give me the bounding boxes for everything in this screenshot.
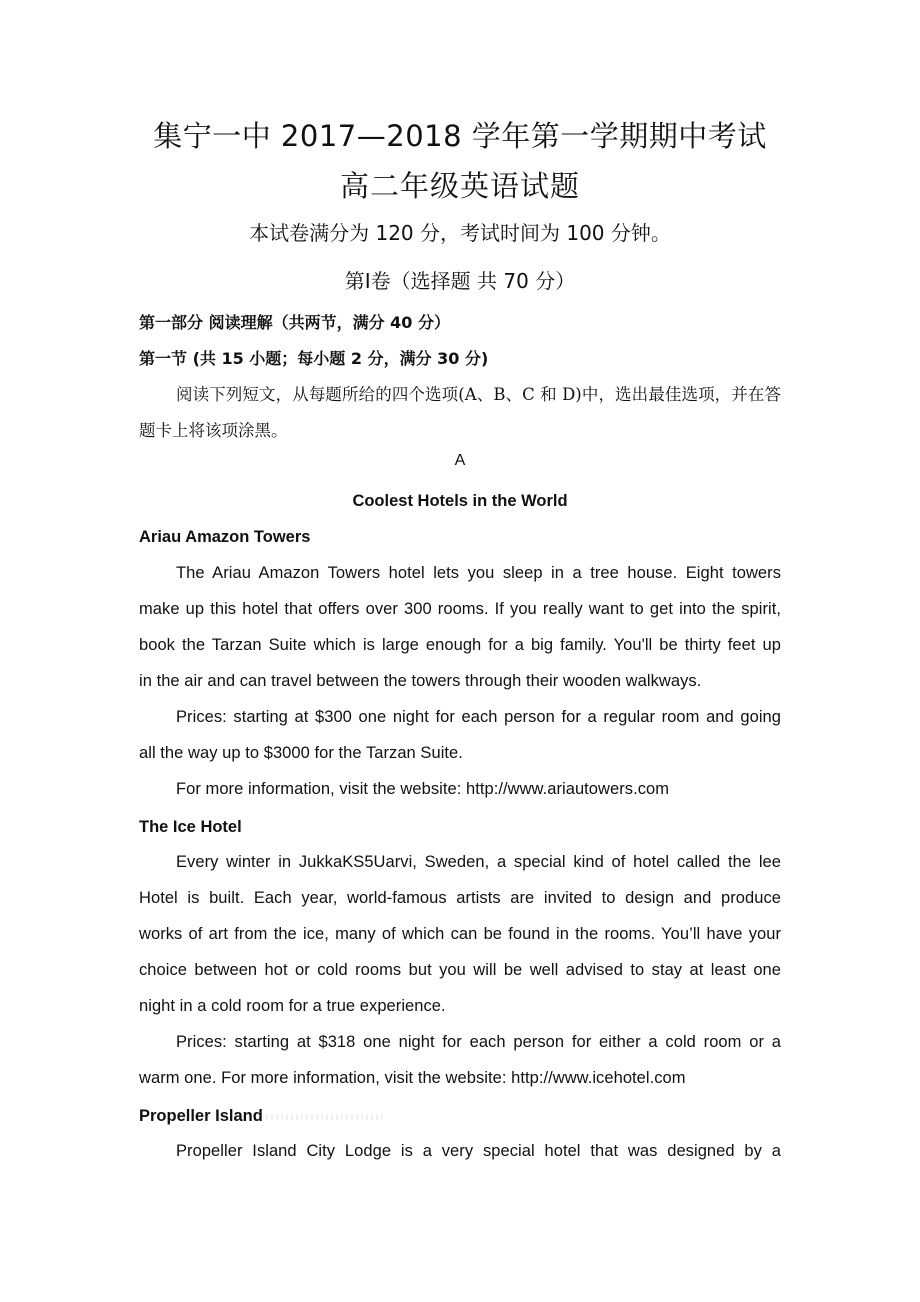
hotel-name-propeller-island: Propeller Island (139, 1107, 263, 1125)
scan-artifact (266, 1114, 384, 1120)
hotel-name-ice-hotel: The Ice Hotel (139, 818, 242, 836)
instructions: 阅读下列短文，从每题所给的四个选项(A、B、C 和 D)中，选出最佳选项，并在答题卡上将该项涂黑。 (139, 385, 781, 440)
text-line: night in a cold room for a true experience. (139, 997, 446, 1015)
part-heading: 第一部分 阅读理解（共两节，满分 40 分） (139, 313, 450, 332)
paragraph-ariau-description (139, 555, 781, 699)
text-line: Every winter in JukkaKS5Uarvi, Sweden, a special kind of hotel called the lee (176, 853, 781, 871)
passage-letter: A (454, 452, 466, 469)
text-line: Prices: starting at $300 one night for each person for a regular room and going (176, 708, 781, 726)
text-line: warm one. For more information, visit the website: http://www.icehotel.com (139, 1069, 686, 1087)
section-heading: 第一节 (共 15 小题；每小题 2 分，满分 30 分) (139, 349, 489, 368)
text-line: Propeller Island City Lodge is a very special hotel that was designed by a (176, 1142, 781, 1160)
text-line: works of art from the ice, many of which can be found in the rooms. You’ll have your (139, 925, 781, 943)
text-line: book the Tarzan Suite which is large enough for a big family. You'll be thirty feet up (139, 636, 781, 654)
paragraph-ice-prices (139, 1024, 781, 1096)
paragraph-ariau-website (139, 771, 781, 807)
text-line: all the way up to $3000 for the Tarzan Suite. (139, 744, 463, 762)
exam-title: 集宁一中 2017—2018 学年第一学期期中考试 (153, 119, 767, 153)
text-line: choice between hot or cold rooms but you will be well advised to stay at least one (139, 961, 781, 979)
exam-info: 本试卷满分为 120 分，考试时间为 100 分钟。 (249, 221, 671, 245)
text-line: For more information, visit the website: http://www.ariautowers.com (176, 780, 670, 798)
text-line: in the air and can travel between the towers through their wooden walkways. (139, 672, 702, 690)
passage-title: Coolest Hotels in the World (352, 492, 568, 510)
exam-subtitle: 高二年级英语试题 (339, 169, 580, 203)
text-line: Prices: starting at $318 one night for each person for either a cold room or a (176, 1033, 781, 1051)
text-line: make up this hotel that offers over 300 rooms. If you really want to get into the spirit, (139, 600, 781, 618)
volume-title: 第Ⅰ卷（选择题 共 70 分） (344, 269, 576, 293)
paragraph-ariau-prices (139, 699, 781, 771)
paragraph-propeller-description (139, 1133, 781, 1169)
hotel-name-ariau: Ariau Amazon Towers (139, 528, 311, 546)
text-line: Hotel is built. Each year, world-famous artists are invited to design and produce (139, 889, 781, 907)
text-line: The Ariau Amazon Towers hotel lets you sleep in a tree house. Eight towers (176, 564, 781, 582)
paragraph-ice-description (139, 844, 781, 1024)
